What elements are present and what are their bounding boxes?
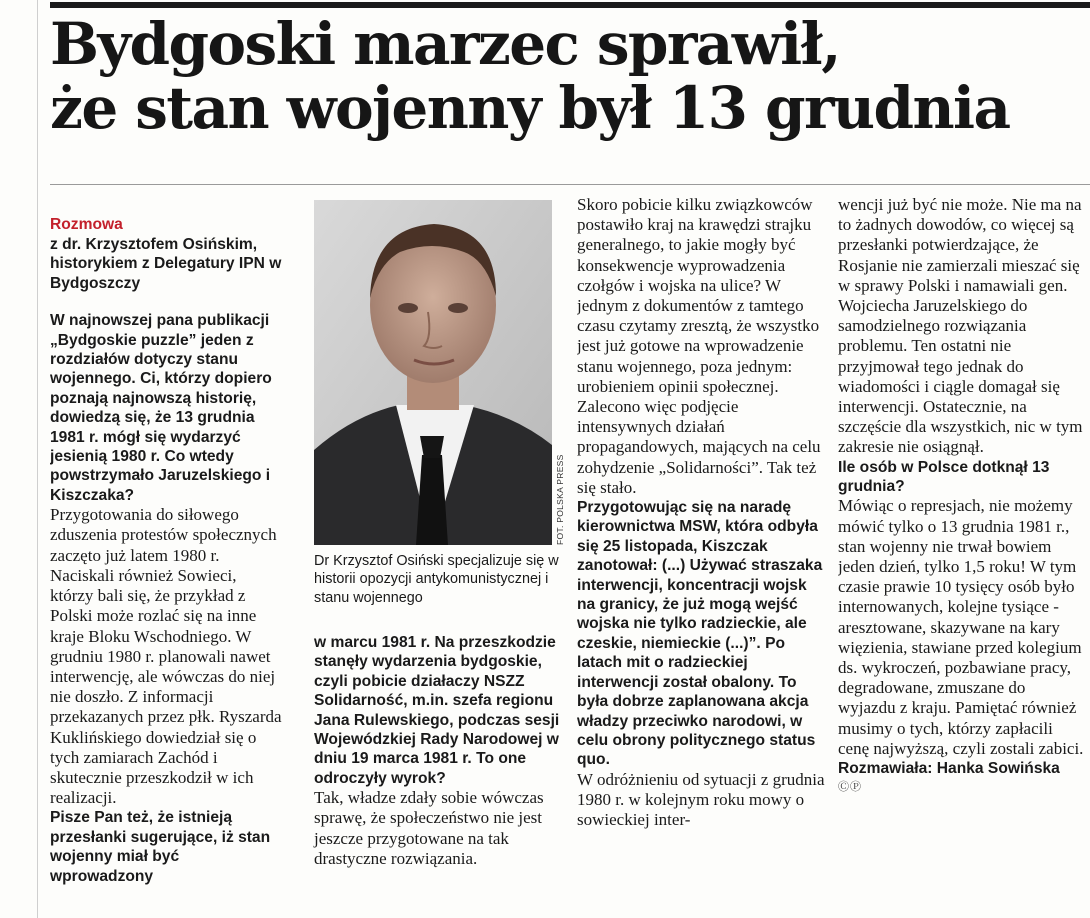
page-edge-rule: [37, 0, 38, 918]
column-1: [50, 195, 284, 886]
answer-3-continued: wencji już być nie może. Nie ma na to żadnych dowodów, co więcej są przesłanki potwierdzające, że Rosjanie nie zamierzali mieszać się w sprawy Polski i namawiali gen. Wojciecha Jaruzelskiego do samodzielnego rozwiązania problemu. Ten ostatni nie przyjmował tego jednak do wiadomości i ciągle domagał się interwencji. Ostatecznie, na szczęście dla wszystkich, nic w tym zakresie nie osiągnął.: [838, 195, 1083, 457]
question-1: W najnowszej pana publikacji „Bydgoskie puzzle” jeden z rozdziałów dotyczy stanu wojennego. Ci, którzy dopiero poznają najnowszą historię, dowiedzą się, że 13 grudnia 1981 r. mógł się wydarzyć jesienią 1980 r. Co wtedy powstrzymało Jaruzelskiego i Kiszczaka?: [50, 312, 272, 504]
answer-2-continued: Skoro pobicie kilku związkowców postawiło kraj na krawędzi strajku generalnego, to jakie mogły być konsekwencje wyprowadzenia czołgów i wojska na ulice? W jednym z dokumentów z tamtego czasu czytamy zresztą, że wszystko jest już gotowe na wprowadzenie stanu wojennego, poza jednym: urobieniem opinii społecznej. Zalecono więc podjęcie intensywnych działań propagandowych, mających na celu zohydzenie „Solidarności”. Tak też się stało.: [577, 195, 821, 497]
headline-line-1: Bydgoski marzec sprawił,: [50, 10, 840, 78]
column-2-text: [314, 633, 564, 869]
answer-1: Przygotowania do siłowego zduszenia protestów społecznych zaczęto już latem 1980 r. Naciskali również Sowieci, którzy bali się, że przykład z Polski może rozlać się na inne kraje Bloku Wschodniego. W grudniu 1980 r. planowali nawet interwencję, ale wówczas do niej nie doszło. Z informacji przekazanych przez płk. Ryszarda Kuklińskiego dowiedział się o tych zamiarach Zachód i skutecznie przeszkodził w ich realizacji.: [50, 505, 282, 808]
question-2-continued: w marcu 1981 r. Na przeszkodzie stanęły wydarzenia bydgoskie, czyli pobicie działaczy NSZZ Solidarność, m.in. szefa regionu Jana Rulewskiego, podczas sesji Wojewódzkiej Rady Narodowej w dniu 19 marca 1981 r. To one odroczyły wyrok?: [314, 634, 560, 787]
answer-4: Mówiąc o represjach, nie możemy mówić tylko o 13 grudnia 1981 r., stan wojenny nie trwał bowiem jeden dzień, tylko 1,5 roku! W tym czasie prawie 10 tysięcy osób było internowanych, kolejne tysiące - aresztowane, skazywane na kary więzienia, stawiane przed kolegium ds. wykroczeń, pozbawiane pracy, degradowane, zmuszane do wyjazdu z kraju. Pamiętać również musimy o tych, którzy zapłacili cenę najwyższą, czyli zostali zabici.: [838, 496, 1084, 758]
question-2: Pisze Pan też, że istnieją przesłanki sugerujące, iż stan wojenny miał być wprowadzony: [50, 809, 271, 885]
column-3: [577, 195, 825, 830]
rubric-label: Rozmowa: [50, 216, 123, 233]
top-rule: [50, 2, 1090, 8]
portrait-image: [314, 200, 552, 545]
photo-credit: FOT. POLSKA PRESS: [555, 454, 565, 545]
intro-text: z dr. Krzysztofem Osińskim, historykiem z Delegatury IPN w Bydgoszczy: [50, 236, 282, 292]
copyright-mark: ⒸⓅ: [838, 780, 862, 794]
headline: [50, 12, 1090, 140]
column-4: [838, 195, 1086, 795]
answer-3: W odróżnieniu od sytuacji z grudnia 1980 r. w kolejnym roku mowy o sowieckiej inter-: [577, 769, 825, 830]
answer-2: Tak, władze zdały sobie wówczas sprawę, że społeczeństwo nie jest jeszcze przygotowane na tak drastyczne rozwiązania.: [314, 788, 544, 868]
question-3: Przygotowując się na naradę kierownictwa MSW, która odbyła się 25 listopada, Kiszczak zanotował: (...) Używać straszaka interwencji, koncentracji wojsk na granicy, że już mogą wejść wojska nie tylko radzieckie, ale czeskie, niemieckie (...)”. Po latach mit o radzieckiej interwencji został obalony. To była dobrze zaplanowana akcja władzy przeciwko narodowi, w celu obrony politycznego status quo.: [577, 499, 823, 769]
headline-divider: [50, 184, 1090, 185]
byline: Rozmawiała: Hanka Sowińska: [838, 760, 1060, 778]
photo-caption: Dr Krzysztof Osiński specjalizuje się w historii opozycji antykomunistycznej i stanu wojennego: [314, 553, 559, 606]
portrait-photo: [314, 200, 552, 545]
headline-line-2: że stan wojenny był 13 grudnia: [50, 74, 1010, 142]
question-4: Ile osób w Polsce dotknął 13 grudnia?: [838, 458, 1050, 496]
